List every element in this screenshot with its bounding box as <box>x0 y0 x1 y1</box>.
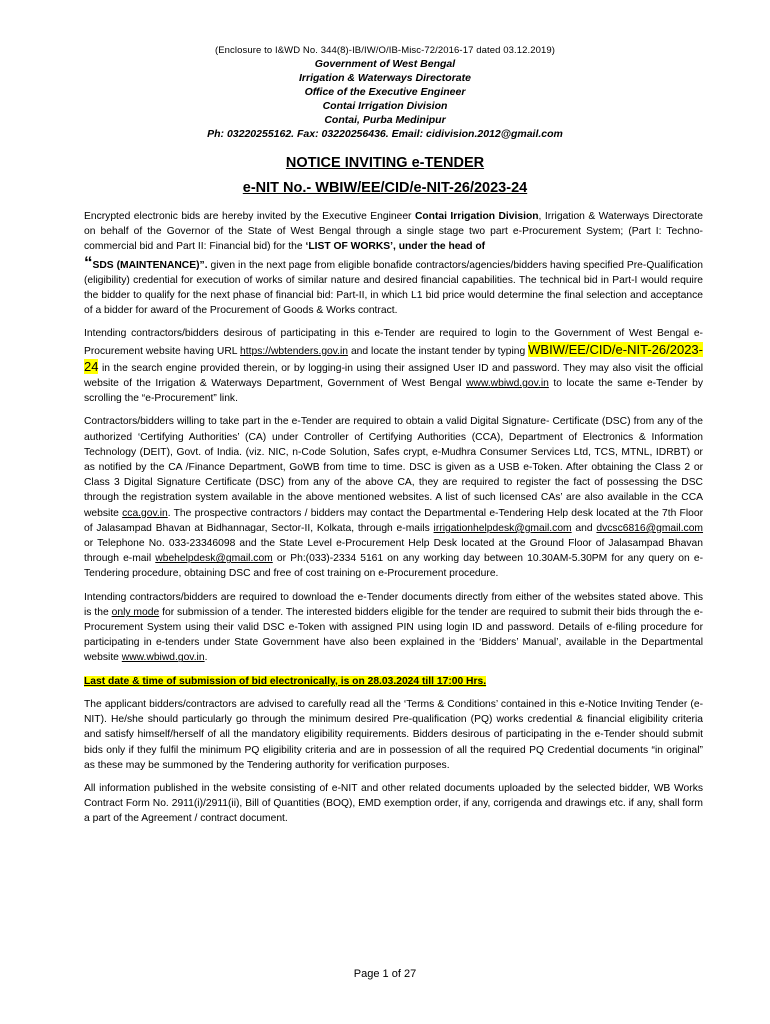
division-bold: Contai Irrigation Division <box>414 211 539 222</box>
submission-deadline: Last date & time of submission of bid electronically, is on 28.03.2024 till 17:00 Hrs. <box>84 675 487 687</box>
cca-link[interactable]: cca.gov.in <box>122 507 168 519</box>
notice-title: NOTICE INVITING e-TENDER <box>285 155 485 171</box>
irrigation-helpdesk-email-link[interactable]: irrigationhelpdesk@gmail.com <box>433 522 572 534</box>
wbehelpdesk-email-link[interactable]: wbehelpdesk@gmail.com <box>155 553 273 565</box>
page-number: Page 1 of 27 <box>353 968 417 980</box>
sds-maintenance-bold: SDS (MAINTENANCE)”. <box>92 259 208 271</box>
enit-number: e-NIT No.- WBIW/EE/CID/e-NIT-26/2023-24 <box>242 180 528 196</box>
list-of-works-bold: ‘LIST OF WORKS’, under the head of <box>305 241 486 253</box>
only-mode-underline: only mode <box>111 606 160 618</box>
enclosure-reference: (Enclosure to I&WD No. 344(8)-IB/IW/O/IB-Misc-72/2016-17 dated 03.12.2019) <box>214 45 556 56</box>
paragraph-invitation: Encrypted electronic bids are hereby invited by the Executive Engineer Contai Irrigation Division, Irrigation & Waterways Directorate on behalf of the Governor of the State of West Bengal through a single stage two part e-Procurement System; (Part I: Techno-commercial bid and Part II: Financial bid) for the ‘LIST OF WORKS’, under the head of “SDS (MAINTENANCE)”. given in the next page from eligible bonafide contractors/agencies/bidders having specified Pre-Qualification (eligibility) credential for execution of works of similar nature and desired financial capabilities. The technical bid in Part-I would require the bidder to qualify for the next phase of financial bid: Part-II, in which L1 bid price would determine the final selection and acceptance of a bidder for award of the Procurement of Goods & Works contract. <box>84 211 703 317</box>
office-location: Contai, Purba Medinipur <box>324 114 446 126</box>
wbtenders-link[interactable]: https://wbtenders.gov.in <box>240 345 349 357</box>
paragraph-deadline <box>84 674 703 689</box>
paragraph-terms: The applicant bidders/contractors are advised to carefully read all the ‘Terms & Conditions’ contained in this e-Notice Inviting Tender (e-NIT). He/she should particularly go through the minimum desired Pre-qualification (PQ) works credential & financial eligibility criteria and satisfy himself/herself of all the mandatory eligibility requirements. Bidders desirous of participating in the e-Tender should submit bids only if they fulfil the minimum PQ eligibility criteria and are in possession of all the required PQ Credential documents “in original” as these may be summoned by the Tendering authority for verification purposes. <box>84 698 703 771</box>
notice-body <box>84 209 703 835</box>
paragraph-dsc: Contractors/bidders willing to take part in the e-Tender are required to obtain a valid Digital Signature- Certificate (DSC) from any of the authorized ‘Certifying Authorities’ (CA) under Controller of Certifying Authorities (CCA), Department of Electronics & Information Technology (DEIT), Govt. of India. (viz. NIC, n-Code Solution, Safes crypt, e-Mudhra Consumer Services Ltd, TCS, MTNL, IDRBT) or as notified by the CA /Finance Department, GoWB from time to time. DSC is given as a USB e-Token. After obtaining the Class 2 or Class 3 Digital Signature Certificate (DSC) from any of the above CA, they are required to register the fact of possessing the DSC through the registration system available in the above mentioned websites. A list of such licensed CAs’ are also available in the CCA website cca.gov.in. The prospective contractors / bidders may contact the Departmental e-Tendering Help desk located at the 7th Floor of Jalasampad Bhavan at Bidhannagar, Sector-II, Kolkata, through e-mails irrigationhelpdesk@gmail.com and dvcsc6816@gmail.com or Telephone No. 033-23346098 and the State Level e-Procurement Help Desk located at the Ground Floor of Jalasampad Bhavan through e-mail wbehelpdesk@gmail.com or Ph:(033)-2334 5161 on any working day between 10.30AM-5.30PM for any query on e-Tendering procedure, obtaining DSC and free of cost training on e-Procurement procedure. <box>84 416 704 580</box>
letterhead <box>0 44 770 141</box>
tender-id-highlight: WBIW/EE/CID/e-NIT-26/2023-24 <box>84 341 703 374</box>
government-name: Government of West Bengal <box>314 58 456 70</box>
division-name: Contai Irrigation Division <box>322 100 448 112</box>
office-name: Office of the Executive Engineer <box>304 86 466 98</box>
wbiwd-link[interactable]: www.wbiwd.gov.in <box>466 378 549 390</box>
wbiwd-link-2[interactable]: www.wbiwd.gov.in <box>121 652 205 664</box>
paragraph-agreement: All information published in the website consisting of e-NIT and other related documents uploaded by the selected bidder, WB Works Contract Form No. 2911(i)/2911(ii), Bill of Quantities (BOQ), EMD exemption order, if any, corrigenda and drawings etc. if any, shall form a part of the Agreement / contract document. <box>84 782 703 825</box>
paragraph-login: Intending contractors/bidders desirous of participating in this e-Tender are required to login to the Government of West Bengal e-Procurement website having URL https://wbtenders.gov.in and locate the instant tender by typing WBIW/EE/CID/e-NIT-26/2023-24 in the search engine provided therein, or by logging-in using their assigned User ID and password. They may also visit the official website of the Irrigation & Waterways Department, Government of West Bengal www.wbiwd.gov.in to locate the same e-Tender by scrolling the “e-Procurement” link. <box>84 328 703 405</box>
contact-details: Ph: 03220255162. Fax: 03220256436. Email: cidivision.2012@gmail.com <box>207 128 563 140</box>
paragraph-download: Intending contractors/bidders are required to download the e-Tender documents directly from either of the websites stated above. This is the only mode for submission of a tender. The interested bidders eligible for the tender are required to submit their bids through the e-Procurement System using their valid DSC e-Token with assigned PIN using login ID and password. Details of e-filing procedure for participating in e-tenders under State Government have also been explained in the ‘Bidders’ Manual’, available in the Departmental website www.wbiwd.gov.in. <box>84 591 703 664</box>
directorate-name: Irrigation & Waterways Directorate <box>299 72 471 84</box>
dvcsc-email-link[interactable]: dvcsc6816@gmail.com <box>596 522 704 534</box>
